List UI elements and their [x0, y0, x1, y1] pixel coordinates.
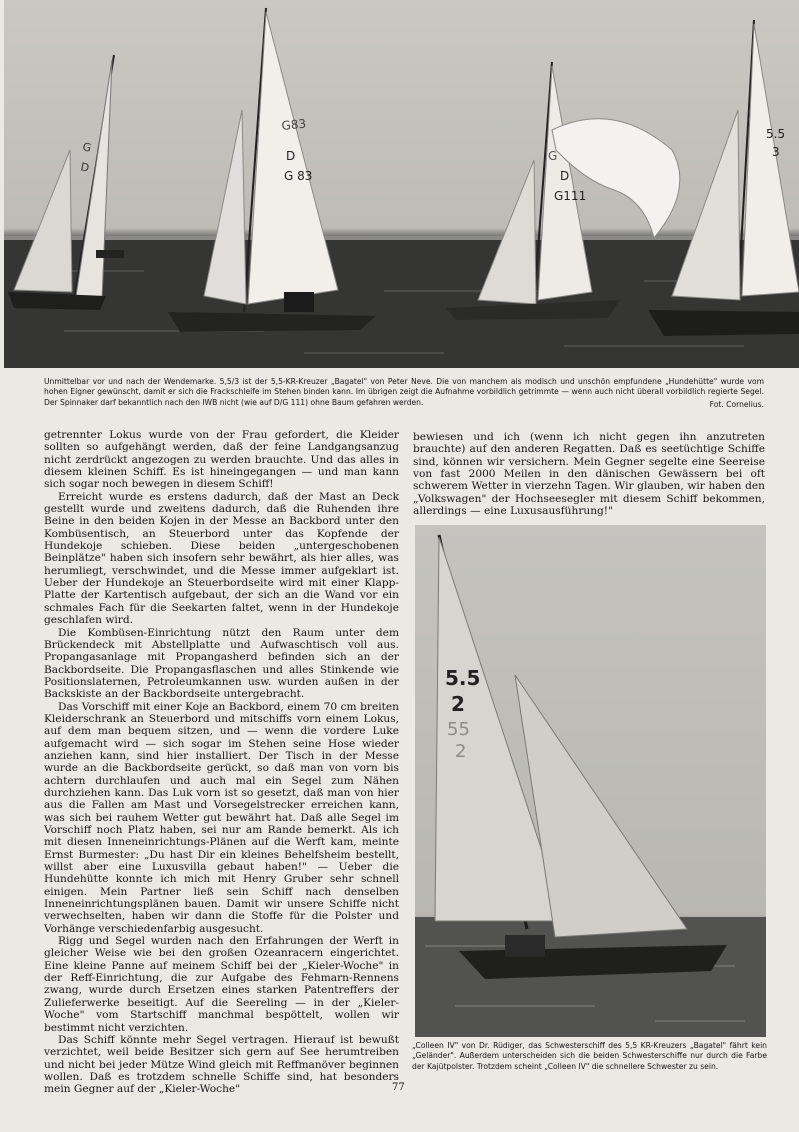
paragraph-2: Erreicht wurde es erstens dadurch, daß der Mast an Deck gestellt wurde und zweitens dadurch, daß die Ruhenden ihre Beine in den beiden Kojen in der Messe an Backbord unter den Kombüsentisch, an Steuerbord unter das Kopfende der Hundekoje schieben. Diese beiden „untergeschobenen Beinplätze" haben sich insofern sehr bewährt, als hier alles, was herumliegt, verschwindet, und die Messe immer aufgeklart ist. Ueber der Hundekoje an Steuerbordseite wird mit einer Klapp-Platte der Kartentisch aufgebaut, der sich an die Wand vor ein schmales Fach für die Seekarten faltet, wenn in der Hundekoje geschlafen wird. — [44, 490, 399, 627]
paragraph-3: Die Kombüsen-Einrichtung nützt den Raum unter dem Brückendeck mit Abstellplatte und Aufwaschtisch voll aus. Propangasanlage mit Propangasherd befinden sich an der Backbordseite. Die Propangasflaschen und alles Stinkende wie Positionslaternen, Petroleumkannen usw. wurden außen in der Backskiste an der Backbordseite untergebracht. — [44, 626, 399, 701]
sail-number-left-1: G — [81, 140, 93, 155]
article-left-column — [44, 429, 399, 1096]
regatta-photo-drawing — [4, 0, 799, 368]
sail-number-2: 2 — [451, 692, 465, 716]
photo-credit: Fot. Cornelius. — [709, 400, 764, 409]
sail-number-5-5: 5.5 — [766, 127, 786, 141]
sail-number-3: 3 — [772, 145, 780, 159]
sail-number-g111-top: G — [548, 149, 558, 163]
yacht-left — [8, 55, 114, 310]
paragraph-6: Das Schiff könnte mehr Segel vertragen. Hierauf ist bewußt verzichtet, weil beide Besitzer sich gern auf See herumtreiben und nicht bei jeder Mütze Wind gleich mit Reffmanöver beginnen wollen. Daß es trotzdem schnelle Schiffe sind, hat besonders mein Gegner auf der „Kieler-Woche" — [44, 1033, 399, 1096]
sail-number-g83: G 83 — [284, 169, 313, 183]
sail-number-g111: G111 — [554, 189, 587, 203]
sail-number-left-2: D — [79, 160, 91, 175]
colleen-iv-drawing — [415, 525, 766, 1037]
article-right-column — [413, 431, 765, 517]
side-photo-caption: „Colleen IV" von Dr. Rüdiger, das Schwesterschiff des 5,5 KR-Kreuzers „Bagatel" fährt kein „Geländer". Außerdem unterscheiden sich die beiden Schwesterschiffe nur durch die Farbe der Kajütpolster. Trotzdem scheint „Colleen IV" die schnellere Schwester zu sein. — [412, 1041, 767, 1071]
paragraph-1: getrennter Lokus wurde von der Frau gefordert, die Kleider sollten so aufgehängt werden, daß der feine Landgangsanzug nicht zerdrückt angezogen zu werden brauchte. Und das alles in diesem kleinen Schiff. Es ist hineingegangen — und man kann sich sogar noch bewegen in diesem Schiff! — [44, 429, 399, 491]
sail-number-g83-letter: D — [286, 149, 296, 163]
page-number: 77 — [392, 1082, 405, 1093]
water — [4, 240, 799, 368]
colleen-iv-photo — [415, 525, 766, 1037]
sail-number-5-5: 5.5 — [445, 666, 481, 690]
sail-number-55-shadow: 55 — [447, 719, 470, 740]
regatta-photo — [4, 0, 799, 368]
sail-number-2-shadow: 2 — [455, 741, 467, 762]
sail-number-g111-letter: D — [560, 169, 570, 183]
top-photo-caption: Unmittelbar vor und nach der Wendemarke. 5,5/3 ist der 5,5-KR-Kreuzer „Bagatel" von Peter Neve. Die von manchem als modisch und unschön empfundene „Hundehütte" wurde vom hohen Eigner gewünscht, damit er sich die Frackschleife im Stehen binden kann. Im übrigen zeigt die Aufnahme vorbildlich getrimmte — wenn auch nicht überall vorbildlich regierte Segel. Der Spinnaker darf bekanntlich nach den IWB nicht (wie auf D/G 111) ohne Baum gefahren werden. — [44, 377, 764, 407]
paragraph-4: Das Vorschiff mit einer Koje an Backbord, einem 70 cm breiten Kleiderschrank an Steuerbord und mitschiffs vorn einem Lokus, auf dem man bequem sitzen, und — wenn die vordere Luke aufgemacht wird — sich sogar im Stehen seine Hose wieder anziehen kann, sind hier installiert. Der Tisch in der Messe wurde an die Backbordseite gerückt, so daß man von vorn bis achtern durchlaufen und auch mal ein Segel zum Nähen durchziehen kann. Das Luk vorn ist so gesetzt, daß man von hier aus die Fallen am Mast und Vorsegelstrecker erreichen kann, was sich bei rauhem Wetter gut bewährt hat. Daß alle Segel im Vorschiff noch Platz haben, sei nur am Rande bemerkt. Als ich mit diesen Inneneinrichtungs-Plänen auf die Werft kam, meinte Ernst Burmester: „Du hast Dir ein kleines Behelfsheim bestellt, willst aber eine Luxusvilla gebaut haben!" — Ueber die Hundehütte konnte ich mich mit Henry Gruber sehr schnell einigen. Mein Partner ließ sein Schiff nach denselben Inneneinrichtungsplänen bauen. Damit wir unsere Schiffe nicht verwechselten, haben wir dann die Stoffe für die Polster und Vorhänge verschiedenfarbig ausgesucht. — [44, 700, 399, 935]
distant-boat — [96, 250, 124, 258]
paragraph-5: Rigg und Segel wurden nach den Erfahrungen der Werft in gleicher Weise wie bei den großen Ozeanracern eingerichtet. Eine kleine Panne auf meinem Schiff bei der „Kieler-Woche" in der Reff-Einrichtung, die zur Aufgabe des Fehmarn-Rennens zwang, wurde durch Ersetzen eines starken Patentreffers der Zulieferwerke beseitigt. Auf die Seereling — in der „Kieler-Woche" vom Startschiff manchmal bespöttelt, wollen wir bestimmt nicht verzichten. — [44, 935, 399, 1034]
sail-number-g83-top: G83 — [280, 116, 307, 133]
paragraph-right: bewiesen und ich (wenn ich nicht gegen ihn anzutreten brauchte) auf den anderen Regatten. Daß es seetüchtige Schiffe sind, können wir versichern. Mein Gegner segelte eine Seereise von fast 2000 Meilen in den dänischen Gewässern bei oft schwerem Wetter in vierzehn Tagen. Wir glauben, wir haben den „Volkswagen" der Hochseesegler mit diesem Schiff bekommen, allerdings — eine Luxusausführung!" — [413, 431, 765, 518]
horizon-line — [4, 236, 799, 240]
